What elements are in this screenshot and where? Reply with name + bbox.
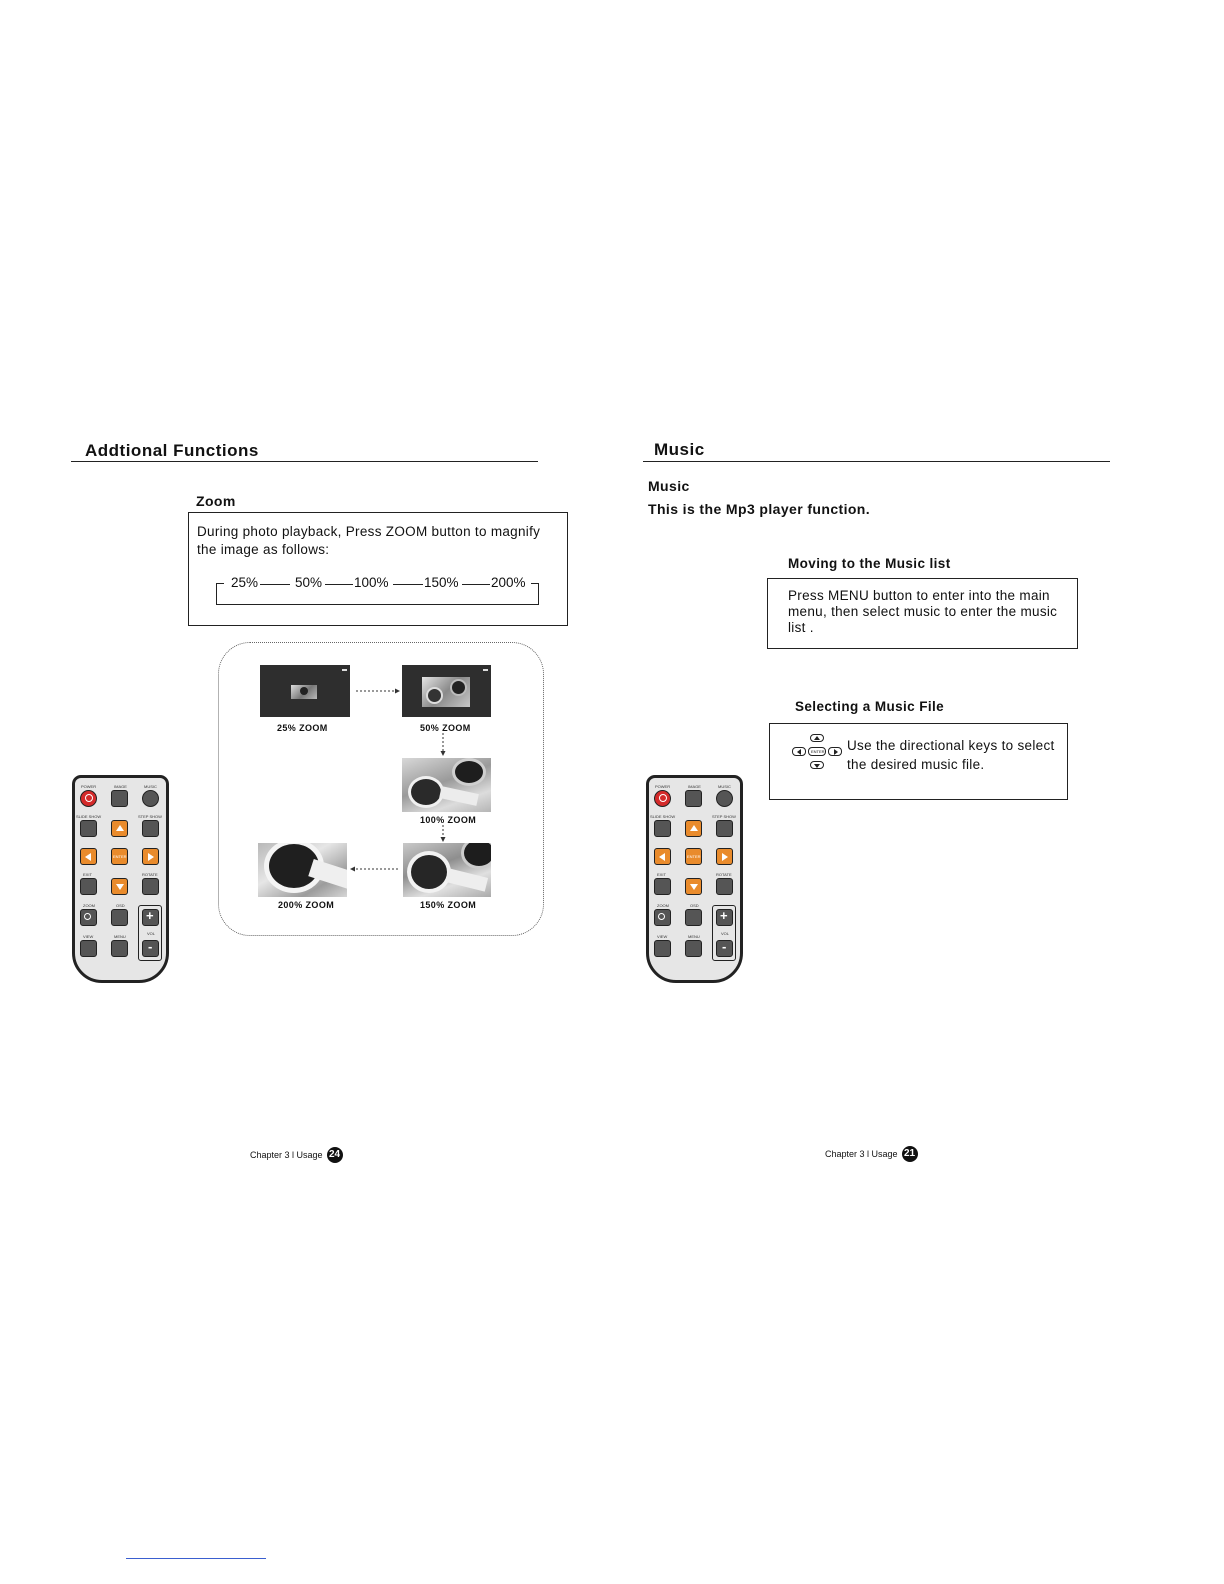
menu-button[interactable] [685, 940, 702, 957]
volume-up-button[interactable] [142, 909, 159, 926]
remote-label-rotate: ROTATE [716, 872, 732, 877]
rotate-button[interactable] [716, 878, 733, 895]
right-button[interactable] [716, 848, 733, 865]
left-button[interactable] [654, 848, 671, 865]
enter-button[interactable] [685, 848, 702, 865]
arrow-150-to-200-head [350, 867, 355, 872]
right-footer-chapter: Chapter 3 l Usage [825, 1149, 898, 1159]
remote-label-vol: VOL [147, 931, 156, 936]
down-arrow-icon [690, 884, 698, 890]
osd-button[interactable] [111, 909, 128, 926]
left-page-title: Addtional Functions [85, 441, 259, 460]
remote-label-menu: MENU [114, 934, 126, 939]
remote-label-power: POWER [655, 784, 671, 789]
down-button[interactable] [111, 878, 128, 895]
zoom-button[interactable] [80, 909, 97, 926]
zoom-step-25: 25% [231, 575, 259, 590]
arrow-25-to-50-head [395, 689, 400, 694]
enter-button[interactable] [111, 848, 128, 865]
stepshow-button[interactable] [142, 820, 159, 837]
zoom-50-label: 50% ZOOM [420, 723, 471, 733]
remote-label-music: MUSIC [144, 784, 157, 789]
dpad-left-key [792, 747, 806, 756]
power-icon [659, 794, 667, 802]
selecting-info-box [769, 723, 1068, 800]
dpad-enter-label: ENTER [811, 749, 825, 754]
menu-button[interactable] [111, 940, 128, 957]
volume-down-button[interactable] [142, 940, 159, 957]
right-title-rule [643, 461, 1110, 462]
dpad-illustration [792, 734, 842, 770]
remote-label-osd: OSD [690, 903, 699, 908]
minus-icon: - [722, 939, 727, 954]
exit-button[interactable] [654, 878, 671, 895]
view-button[interactable] [654, 940, 671, 957]
remote-label-stepshow: STEP SHOW [138, 814, 162, 819]
dpad-up-icon [814, 736, 820, 740]
remote-label-zoom: ZOOM [83, 903, 95, 908]
dpad-enter-key [808, 747, 826, 756]
moving-text: Press MENU button to enter into the main menu, then select music to enter the music list . [788, 588, 1058, 635]
volume-up-button[interactable] [716, 909, 733, 926]
plus-icon: + [720, 908, 728, 923]
zoom-step-100: 100% [354, 575, 389, 590]
zoom-heading: Zoom [196, 493, 236, 509]
stepshow-button[interactable] [716, 820, 733, 837]
remote-label-rotate: ROTATE [142, 872, 158, 877]
moving-heading: Moving to the Music list [788, 556, 951, 571]
music-intro: This is the Mp3 player function. [648, 501, 871, 517]
remote-label-slideshow: SLIDE SHOW [650, 814, 676, 819]
arrow-100-to-150-head [441, 837, 446, 842]
power-button[interactable] [80, 790, 97, 807]
image-button[interactable] [111, 790, 128, 807]
arrow-50-to-100-head [441, 751, 446, 756]
left-page-footer [250, 1147, 343, 1163]
music-button[interactable] [142, 790, 159, 807]
exit-button[interactable] [80, 878, 97, 895]
moving-info-box [767, 578, 1078, 649]
image-button[interactable] [685, 790, 702, 807]
right-page-number: 21 [902, 1146, 918, 1162]
volume-down-button[interactable] [716, 940, 733, 957]
enter-button-label: ENTER [113, 854, 127, 859]
up-button[interactable] [685, 820, 702, 837]
remote-label-view: VIEW [83, 934, 94, 939]
remote-label-exit: EXIT [657, 872, 666, 877]
zoom-button[interactable] [654, 909, 671, 926]
dpad-up-key [810, 734, 824, 742]
remote-label-vol: VOL [721, 931, 730, 936]
right-arrow-icon [148, 853, 154, 861]
remote-label-image: IMAGE [114, 784, 127, 789]
remote-label-music: MUSIC [718, 784, 731, 789]
view-button[interactable] [80, 940, 97, 957]
remote-label-menu: MENU [688, 934, 700, 939]
left-arrow-icon [85, 853, 91, 861]
power-icon [85, 794, 93, 802]
up-arrow-icon [690, 825, 698, 831]
slideshow-button[interactable] [654, 820, 671, 837]
rotate-button[interactable] [142, 878, 159, 895]
right-button[interactable] [142, 848, 159, 865]
right-page-title: Music [654, 440, 705, 459]
down-arrow-icon [116, 884, 124, 890]
right-arrow-icon [722, 853, 728, 861]
zoom-step-150: 150% [424, 575, 459, 590]
remote-label-exit: EXIT [83, 872, 92, 877]
remote-label-stepshow: STEP SHOW [712, 814, 736, 819]
remote-label-image: IMAGE [688, 784, 701, 789]
enter-button-label: ENTER [687, 854, 701, 859]
remote-label-osd: OSD [116, 903, 125, 908]
selecting-text: Use the directional keys to select the desired music file. [847, 738, 1055, 772]
remote-label-power: POWER [81, 784, 97, 789]
bottom-link-rule [126, 1558, 266, 1559]
power-button[interactable] [654, 790, 671, 807]
slideshow-button[interactable] [80, 820, 97, 837]
minus-icon: - [148, 939, 153, 954]
remote-label-zoom: ZOOM [657, 903, 669, 908]
zoom-100-label: 100% ZOOM [420, 815, 477, 825]
left-footer-chapter: Chapter 3 l Usage [250, 1150, 323, 1160]
osd-button[interactable] [685, 909, 702, 926]
zoom-description: During photo playback, Press ZOOM button to magnify the image as follows: [197, 524, 541, 557]
remote-label-slideshow: SLIDE SHOW [76, 814, 102, 819]
dpad-right-icon [834, 749, 838, 755]
zoom-25-label: 25% ZOOM [277, 723, 328, 733]
magnifier-icon [84, 913, 91, 920]
zoom-150-label: 150% ZOOM [420, 900, 477, 910]
dpad-left-icon [797, 749, 801, 755]
left-button[interactable] [80, 848, 97, 865]
selecting-heading: Selecting a Music File [795, 699, 945, 714]
magnifier-icon [658, 913, 665, 920]
remote-label-view: VIEW [657, 934, 668, 939]
music-button[interactable] [716, 790, 733, 807]
dpad-right-key [828, 747, 842, 756]
up-arrow-icon [116, 825, 124, 831]
dpad-down-key [810, 761, 824, 769]
plus-icon: + [146, 908, 154, 923]
up-button[interactable] [111, 820, 128, 837]
right-page-footer [825, 1146, 918, 1162]
left-page-number: 24 [327, 1147, 343, 1163]
zoom-step-50: 50% [295, 575, 323, 590]
zoom-step-200: 200% [491, 575, 526, 590]
left-arrow-icon [659, 853, 665, 861]
dpad-down-icon [814, 764, 820, 768]
remote-control-right [646, 775, 743, 983]
remote-control-left [72, 775, 169, 983]
music-subtitle: Music [648, 478, 690, 494]
zoom-200-label: 200% ZOOM [278, 900, 335, 910]
down-button[interactable] [685, 878, 702, 895]
